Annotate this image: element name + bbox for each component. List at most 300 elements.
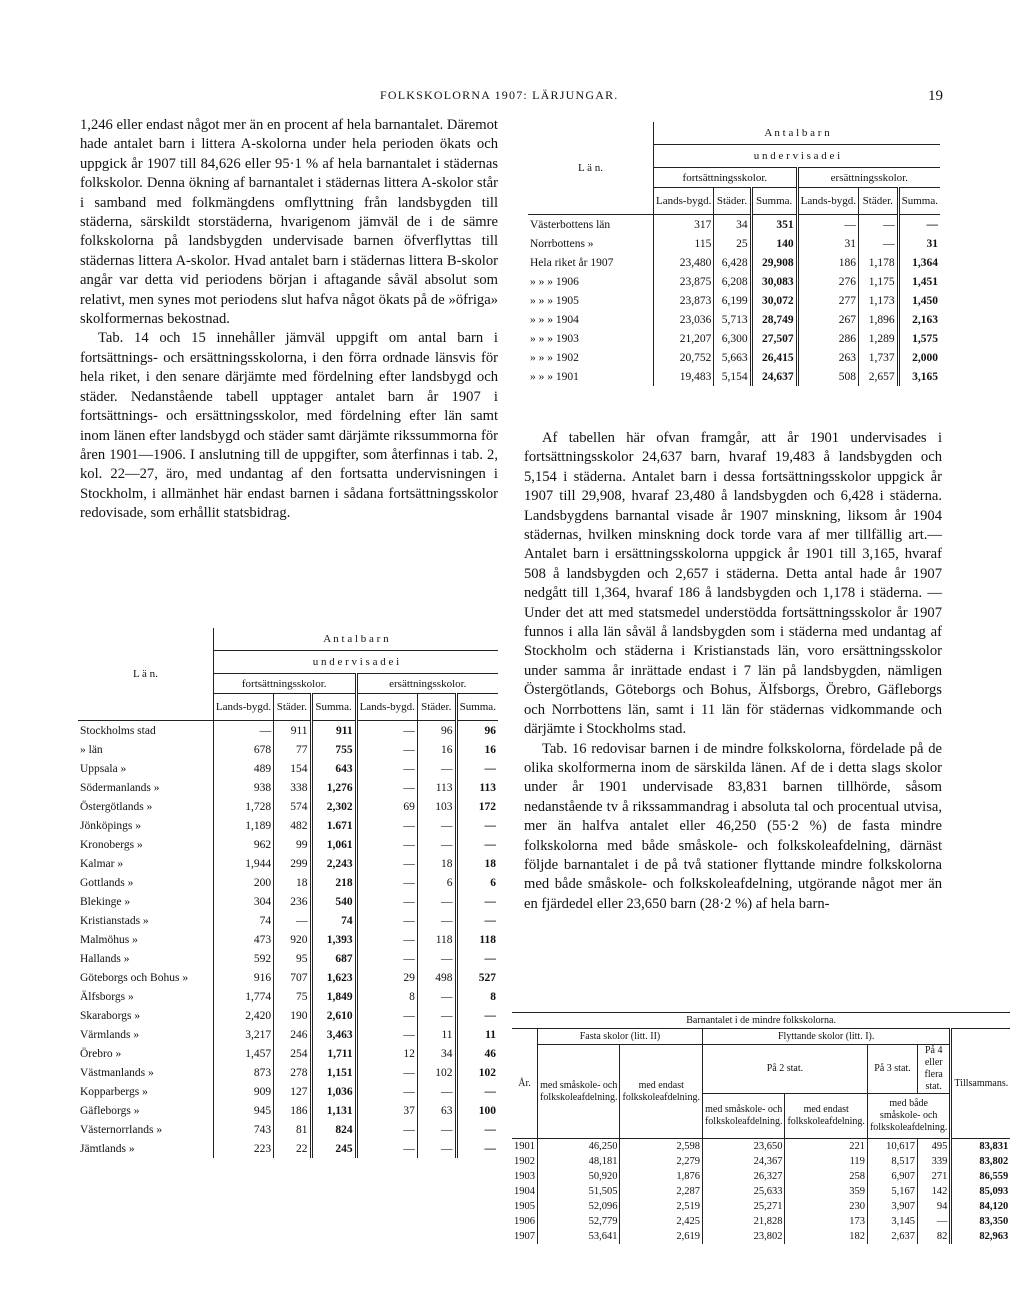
table-cell: — [274, 911, 311, 930]
col-header-pa4: På 4 eller flera stat. [918, 1045, 951, 1094]
table-row [78, 987, 498, 1006]
table-cell: 25,633 [702, 1184, 784, 1199]
table-cell: 299 [274, 854, 311, 873]
table-row [78, 930, 498, 949]
col-header-landsbygd: Lands-bygd. [356, 694, 417, 721]
col-header-fortsatt: fortsättningsskolor. [654, 168, 798, 188]
col-header-landsbygd: Lands-bygd. [654, 188, 714, 215]
table-cell: 22 [274, 1139, 311, 1158]
paragraph: Tab. 14 och 15 innehåller jämväl uppgift om antal barn i fortsättnings- och ersättningsskolorna, i den förra ordnade länsvis för hela riket, i den senare därjämte med fördelning efter landsbygd och städer. Nedanstående tabell upptager antalet barn år 1907 i fortsättnings- och ersättningsskolor, med fördelning efter län samt inom länen efter landsbygd och städer samt därjämte rikssummorna för åren 1901—1906. I anslutning till de uppgifter, som återfinnas i tab. 2, kol. 22—27, äro, med undantag af den fortsatta undervisningen i Stockholm, i allmänhet här endast barnen i sådana fortsättningsskolor redovisade, som erhållit statsbidrag. [80, 330, 498, 522]
row-label: Stockholms stad [80, 724, 156, 737]
table-cell: 920 [274, 930, 311, 949]
table-cell: 527 [456, 968, 498, 987]
table-cell: 50,920 [538, 1169, 620, 1184]
row-label: 1907 [514, 1231, 535, 1242]
table-cell: 1,457 [213, 1044, 273, 1063]
table-cell: 592 [213, 949, 273, 968]
table-cell: — [356, 892, 417, 911]
table-cell: — [356, 835, 417, 854]
table-cell: 276 [797, 272, 858, 291]
col-header-summa: Summa. [311, 694, 356, 721]
row-label: » » » 1906 [530, 275, 579, 288]
table-cell: 6 [417, 873, 456, 892]
table-cell: 911 [274, 721, 311, 741]
table-row [512, 1184, 1010, 1199]
col-header-pa2: På 2 stat. [702, 1045, 867, 1094]
table-cell: 12 [356, 1044, 417, 1063]
col-header-stader: Städer. [858, 188, 898, 215]
row-label: Älfsborgs » [80, 990, 134, 1003]
table-row [528, 272, 940, 291]
table-cell: 540 [311, 892, 356, 911]
table-cell: — [417, 759, 456, 778]
table-cell: 1,711 [311, 1044, 356, 1063]
table-cell: 911 [311, 721, 356, 741]
table-cell: — [213, 721, 273, 741]
col-header-antal: A n t a l b a r n [213, 628, 498, 651]
table-cell: — [356, 930, 417, 949]
row-label: » » » 1902 [530, 351, 579, 364]
table-cell: 53,641 [538, 1229, 620, 1244]
table-cell: 1,944 [213, 854, 273, 873]
table-cell: 2,598 [620, 1139, 702, 1155]
table-row [528, 348, 940, 367]
table-row [528, 367, 940, 386]
table-cell: — [356, 949, 417, 968]
table-cell: 8 [456, 987, 498, 1006]
table-cell: — [356, 778, 417, 797]
table-cell: 52,096 [538, 1199, 620, 1214]
table-cell: 11 [456, 1025, 498, 1044]
row-label: Västerbottens län [530, 218, 611, 231]
table-cell: 1,451 [898, 272, 940, 291]
table-cell: 2,420 [213, 1006, 273, 1025]
row-label: Kalmar » [80, 857, 124, 870]
table-cell: 27,507 [751, 329, 797, 348]
table-cell: 1,575 [898, 329, 940, 348]
table-cell: 508 [797, 367, 858, 386]
col-header-stader: Städer. [417, 694, 456, 721]
table-cell: 246 [274, 1025, 311, 1044]
table-cell: — [356, 1139, 417, 1158]
table-cell: 6 [456, 873, 498, 892]
table-cell: 1,623 [311, 968, 356, 987]
row-label: Gottlands » [80, 876, 134, 889]
table-cell: 83,831 [951, 1139, 1010, 1155]
table-cell: 19,483 [654, 367, 714, 386]
table-cell: 26,415 [751, 348, 797, 367]
table-cell: 95 [274, 949, 311, 968]
row-label: » » » 1903 [530, 332, 579, 345]
table-cell: — [356, 1006, 417, 1025]
table-cell: 1,728 [213, 797, 273, 816]
table-cell: 142 [918, 1184, 951, 1199]
table-cell: — [417, 1120, 456, 1139]
table-cell: — [456, 892, 498, 911]
table-row [78, 968, 498, 987]
table-cell: — [417, 1006, 456, 1025]
table-cell: 182 [785, 1229, 867, 1244]
table-row [78, 721, 498, 741]
table-cell: 359 [785, 1184, 867, 1199]
table-cell: — [356, 740, 417, 759]
row-label: » » » 1905 [530, 294, 579, 307]
table-cell: 119 [785, 1154, 867, 1169]
table-cell: 317 [654, 215, 714, 235]
table-cell: 118 [417, 930, 456, 949]
row-label: Västmanlands » [80, 1066, 154, 1079]
table-cell: 1,876 [620, 1169, 702, 1184]
col-header-antal: A n t a l b a r n [654, 122, 940, 145]
table-cell: — [456, 1006, 498, 1025]
table-cell: 254 [274, 1044, 311, 1063]
table-cell: 687 [311, 949, 356, 968]
table-cell: 6,300 [714, 329, 751, 348]
table-row [78, 892, 498, 911]
table-cell: 186 [274, 1101, 311, 1120]
table-cell: 86,559 [951, 1169, 1010, 1184]
table-cell: 1.671 [311, 816, 356, 835]
table-row [528, 310, 940, 329]
table-cell: 82 [918, 1229, 951, 1244]
row-label: Skaraborgs » [80, 1009, 141, 1022]
paragraph: Af tabellen här ofvan framgår, att år 1901 undervisades i fortsättningsskolor 24,637 barn, hvaraf 19,483 å landsbygden och 5,154 i städerna. Antalet barn i dessa fortsättningsskolor uppgick år 1907 till 29,908, hvaraf 23,480 å landsbygden och 6,428 i städerna. Landsbygdens barnantal visade år 1907 minskning, liksom år 1904 städernas, hvilken minskning dock torde vara af mer tillfällig art.— Antalet barn i ersättningsskolorna uppgick år 1901 till 3,165, hvaraf 508 å landsbygden och 2,657 i städerna. Detta antal hade år 1907 nedgått till 1,364, hvaraf 186 å landsbygden och 1,178 i städerna. — Under det att med statsmedel understödda fortsättningsskolor år 1907 funnos i alla län såväl å landsbygden som i städerna med undantag af Stockholm och städerna i Kristianstads län, voro ersättningsskolor under samma år inrättade endast i 7 län på landsbygden, nämligen Östergötlands, Göteborgs och Bohus, Älfsborgs, Örebro, Gäfleborgs och Norrbottens län, samt i 11 län för städernas vidkommande och därjämte i Stockholms stad. [524, 430, 942, 738]
table-cell: 96 [456, 721, 498, 741]
table-cell: 5,713 [714, 310, 751, 329]
row-label: Malmöhus » [80, 933, 138, 946]
table-cell: 495 [918, 1139, 951, 1155]
row-label: 1905 [514, 1201, 535, 1212]
table-cell: 1,737 [858, 348, 898, 367]
table-cell: 221 [785, 1139, 867, 1155]
table-title: Barnantalet i de mindre folkskolorna. [512, 1013, 1010, 1029]
table-cell: 74 [311, 911, 356, 930]
row-label: Kopparbergs » [80, 1085, 148, 1098]
table-cell: 8,517 [867, 1154, 917, 1169]
col-header-fortsatt: fortsättningsskolor. [213, 674, 356, 694]
table-cell: 873 [213, 1063, 273, 1082]
table-cell: 29,908 [751, 253, 797, 272]
table-cell: 338 [274, 778, 311, 797]
table-cell: 1,393 [311, 930, 356, 949]
table-cell: 489 [213, 759, 273, 778]
table-cell: — [456, 949, 498, 968]
table-row [528, 215, 940, 235]
col-header-stader: Städer. [714, 188, 751, 215]
table-cell: 1,896 [858, 310, 898, 329]
table-row [78, 778, 498, 797]
table-cell: 24,637 [751, 367, 797, 386]
table-cell: 5,663 [714, 348, 751, 367]
table-cell: 258 [785, 1169, 867, 1184]
table-cell: 140 [751, 234, 797, 253]
row-label: Blekinge » [80, 895, 131, 908]
table-cell: 1,450 [898, 291, 940, 310]
table-cell: 26,327 [702, 1169, 784, 1184]
table-cell: 2,519 [620, 1199, 702, 1214]
table-row [78, 835, 498, 854]
table-cell: 245 [311, 1139, 356, 1158]
col-header-lan: L ä n. [78, 628, 213, 721]
table-cell: — [417, 835, 456, 854]
col-header-c3: med småskole- och folkskoleafdelning. [702, 1094, 784, 1139]
table-cell: 102 [417, 1063, 456, 1082]
table-cell: 31 [797, 234, 858, 253]
table-cell: 938 [213, 778, 273, 797]
table-cell: — [417, 987, 456, 1006]
table-cell: 2,287 [620, 1184, 702, 1199]
table-cell: 278 [274, 1063, 311, 1082]
table-cell: 28,749 [751, 310, 797, 329]
table-cell: — [356, 854, 417, 873]
table-lan [78, 628, 498, 1158]
table-cell: 1,131 [311, 1101, 356, 1120]
table-cell: 267 [797, 310, 858, 329]
row-label: 1904 [514, 1186, 535, 1197]
table-row [78, 759, 498, 778]
paragraph: 1,246 eller endast något mer än en procent af hela barnantalet. Däremot hade antalet barn i littera A-skolorna under hela perioden ökats och uppgick år 1907 till 84,626 eller 95·1 % af hela barnantalet i städernas folkskolor. Denna ökning af barnantalet i städernas littera A-skolor står i samband med folkmängdens omflyttning från landsbygden till städerna, särskildt storstäderna, hvarigenom jämväl de i de sämre folkskolorna på landsbygden undervisade barnen öfverflyttas till städernas littera A-skolor. Hvad antalet barn i städernas littera B-skolor angår var detta vid periodens början i aftagande såväl absolut som relativt, men synes mot periodens slut hafva något ökats på de »öfriga» skolformernas bekostnad. [80, 117, 498, 328]
table-row [78, 911, 498, 930]
table-cell: 173 [785, 1214, 867, 1229]
table-cell: 18 [456, 854, 498, 873]
col-header-lan: L ä n. [528, 122, 654, 215]
table-cell: — [356, 816, 417, 835]
table-cell: — [918, 1214, 951, 1229]
table-cell: 8 [356, 987, 417, 1006]
col-header-fasta: Fasta skolor (litt. II) [538, 1029, 703, 1045]
table-cell: — [797, 215, 858, 235]
table-cell: — [456, 1139, 498, 1158]
table-cell: — [417, 911, 456, 930]
table-cell: 2,302 [311, 797, 356, 816]
row-label: 1901 [514, 1141, 535, 1152]
table-cell: 30,072 [751, 291, 797, 310]
table-cell: 75 [274, 987, 311, 1006]
table-cell: 46 [456, 1044, 498, 1063]
col-header-landsbygd: Lands-bygd. [213, 694, 273, 721]
row-label: Kristianstads » [80, 914, 149, 927]
table-cell: 18 [417, 854, 456, 873]
col-header-undervisade: u n d e r v i s a d e i [213, 651, 498, 674]
table-cell: 678 [213, 740, 273, 759]
table-row [78, 1044, 498, 1063]
table-cell: 52,779 [538, 1214, 620, 1229]
table-row [78, 797, 498, 816]
table-cell: 21,207 [654, 329, 714, 348]
row-label: 1906 [514, 1216, 535, 1227]
table-row [78, 1082, 498, 1101]
table-cell: 286 [797, 329, 858, 348]
table-cell: 498 [417, 968, 456, 987]
table-cell: 113 [456, 778, 498, 797]
col-header-ar: År. [512, 1029, 538, 1139]
table-cell: 48,181 [538, 1154, 620, 1169]
table-cell: 25 [714, 234, 751, 253]
table-cell: — [456, 911, 498, 930]
table-cell: 69 [356, 797, 417, 816]
table-row [512, 1169, 1010, 1184]
table-cell: 945 [213, 1101, 273, 1120]
table-row [512, 1199, 1010, 1214]
table-cell: 84,120 [951, 1199, 1010, 1214]
table-cell: 10,617 [867, 1139, 917, 1155]
row-label: 1903 [514, 1171, 535, 1182]
table-cell: 23,802 [702, 1229, 784, 1244]
table-cell: 962 [213, 835, 273, 854]
table-cell: 18 [274, 873, 311, 892]
table-cell: 2,425 [620, 1214, 702, 1229]
table-cell: 190 [274, 1006, 311, 1025]
table-cell: — [898, 215, 940, 235]
row-label: Norrbottens » [530, 237, 594, 250]
table-cell: 743 [213, 1120, 273, 1139]
table-cell: 909 [213, 1082, 273, 1101]
table-cell: 16 [417, 740, 456, 759]
table-row [78, 816, 498, 835]
table-cell: 99 [274, 835, 311, 854]
table-row [512, 1154, 1010, 1169]
table-cell: 1,289 [858, 329, 898, 348]
table-row [78, 949, 498, 968]
table-row [78, 740, 498, 759]
row-label: Jämtlands » [80, 1142, 135, 1155]
table-cell: — [356, 873, 417, 892]
table-cell: 37 [356, 1101, 417, 1120]
table-riket [528, 122, 940, 386]
table-cell: 5,154 [714, 367, 751, 386]
row-label: Örebro » [80, 1047, 122, 1060]
col-header-summa: Summa. [898, 188, 940, 215]
table-cell: 6,199 [714, 291, 751, 310]
table-cell: 707 [274, 968, 311, 987]
row-label: Östergötlands » [80, 800, 153, 813]
table-cell: 200 [213, 873, 273, 892]
table-cell: 186 [797, 253, 858, 272]
table-cell: 100 [456, 1101, 498, 1120]
table-row [528, 291, 940, 310]
table-cell: 6,208 [714, 272, 751, 291]
table-cell: 23,480 [654, 253, 714, 272]
table-cell: 230 [785, 1199, 867, 1214]
col-header-fasta-c1: med småskole- och folkskoleafdelning. [538, 1045, 620, 1139]
table-cell: 351 [751, 215, 797, 235]
table-cell: 755 [311, 740, 356, 759]
col-header-fasta-c2: med endast folkskoleafdelning. [620, 1045, 702, 1139]
row-label: Södermanlands » [80, 781, 160, 794]
table-cell: 172 [456, 797, 498, 816]
table-cell: — [456, 1082, 498, 1101]
table-cell: 277 [797, 291, 858, 310]
table-cell: 103 [417, 797, 456, 816]
col-header-c5: med både småskole- och folkskoleafdelning. [867, 1094, 950, 1139]
table-cell: 1,178 [858, 253, 898, 272]
table-cell: — [417, 1139, 456, 1158]
table-cell: 113 [417, 778, 456, 797]
table-cell: — [417, 892, 456, 911]
table-cell: 482 [274, 816, 311, 835]
row-label: » » » 1904 [530, 313, 579, 326]
row-label: » » » 1901 [530, 370, 579, 383]
table-cell: 1,189 [213, 816, 273, 835]
col-header-flyttande: Flyttande skolor (litt. I). [702, 1029, 950, 1045]
table-cell: 1,175 [858, 272, 898, 291]
table-cell: — [356, 721, 417, 741]
table-cell: 25,271 [702, 1199, 784, 1214]
table-row [78, 1139, 498, 1158]
table-cell: 74 [213, 911, 273, 930]
table-cell: — [456, 816, 498, 835]
table-cell: — [356, 759, 417, 778]
table-row [78, 1101, 498, 1120]
table-cell: 83,350 [951, 1214, 1010, 1229]
col-header-landsbygd: Lands-bygd. [797, 188, 858, 215]
table-cell: 118 [456, 930, 498, 949]
table-cell: — [858, 215, 898, 235]
col-header-stader: Städer. [274, 694, 311, 721]
page-number: 19 [928, 88, 943, 104]
table-cell: 83,802 [951, 1154, 1010, 1169]
table-cell: 223 [213, 1139, 273, 1158]
table-cell: 34 [417, 1044, 456, 1063]
table-cell: 574 [274, 797, 311, 816]
table-row [78, 1025, 498, 1044]
table-row [78, 873, 498, 892]
table-cell: — [356, 911, 417, 930]
table-cell: 6,907 [867, 1169, 917, 1184]
col-header-undervisade: u n d e r v i s a d e i [654, 145, 940, 168]
table-cell: 2,163 [898, 310, 940, 329]
table-cell: 11 [417, 1025, 456, 1044]
table-cell: 102 [456, 1063, 498, 1082]
table-cell: 1,849 [311, 987, 356, 1006]
table-cell: 23,650 [702, 1139, 784, 1155]
table-cell: 218 [311, 873, 356, 892]
table-cell: 3,165 [898, 367, 940, 386]
table-row [78, 1063, 498, 1082]
table-mindre-folkskolor [512, 1012, 1010, 1244]
table-cell: — [417, 949, 456, 968]
row-label: Göteborgs och Bohus » [80, 971, 189, 984]
table-cell: 23,873 [654, 291, 714, 310]
table-cell: 63 [417, 1101, 456, 1120]
table-cell: — [456, 835, 498, 854]
table-row [512, 1229, 1010, 1244]
table-row [528, 234, 940, 253]
table-cell: 154 [274, 759, 311, 778]
table-cell: 339 [918, 1154, 951, 1169]
row-label: Hela riket år 1907 [530, 256, 614, 269]
row-label: Gäfleborgs » [80, 1104, 140, 1117]
table-cell: 916 [213, 968, 273, 987]
table-cell: 85,093 [951, 1184, 1010, 1199]
right-text-column [524, 429, 942, 914]
table-cell: 304 [213, 892, 273, 911]
table-cell: 2,619 [620, 1229, 702, 1244]
table-cell: — [417, 816, 456, 835]
table-cell: 2,000 [898, 348, 940, 367]
table-cell: — [417, 1082, 456, 1101]
col-header-summa: Summa. [456, 694, 498, 721]
table-cell: 263 [797, 348, 858, 367]
table-cell: 77 [274, 740, 311, 759]
table-cell: 6,428 [714, 253, 751, 272]
table-cell: 29 [356, 968, 417, 987]
paragraph: Tab. 16 redovisar barnen i de mindre folkskolorna, fördelade på de olika skolformerna inom de särskilda länen. Af de i detta slags skolor under år 1901 undervisade 83,831 barnen tillhörde, såsom nedanstående tv å rikssammandrag i absoluta tal och procentual utvisa, mer än halfva antalet eller 46,250 (55·2 %) de fasta mindre folkskolorna med både småskole- och folkskoleafdelning, därnäst följde barnantalet i de på två stationer flyttande mindre folkskolorna med både småskole- och folkskoleafdelning, utgörande något mer än en fjärdedel eller 23,650 barn (28·2 %) af hela barn- [524, 740, 942, 912]
col-header-tillsammans: Tillsammans. [951, 1029, 1010, 1139]
row-label: Hallands » [80, 952, 130, 965]
table-cell: 1,173 [858, 291, 898, 310]
table-cell: 24,367 [702, 1154, 784, 1169]
